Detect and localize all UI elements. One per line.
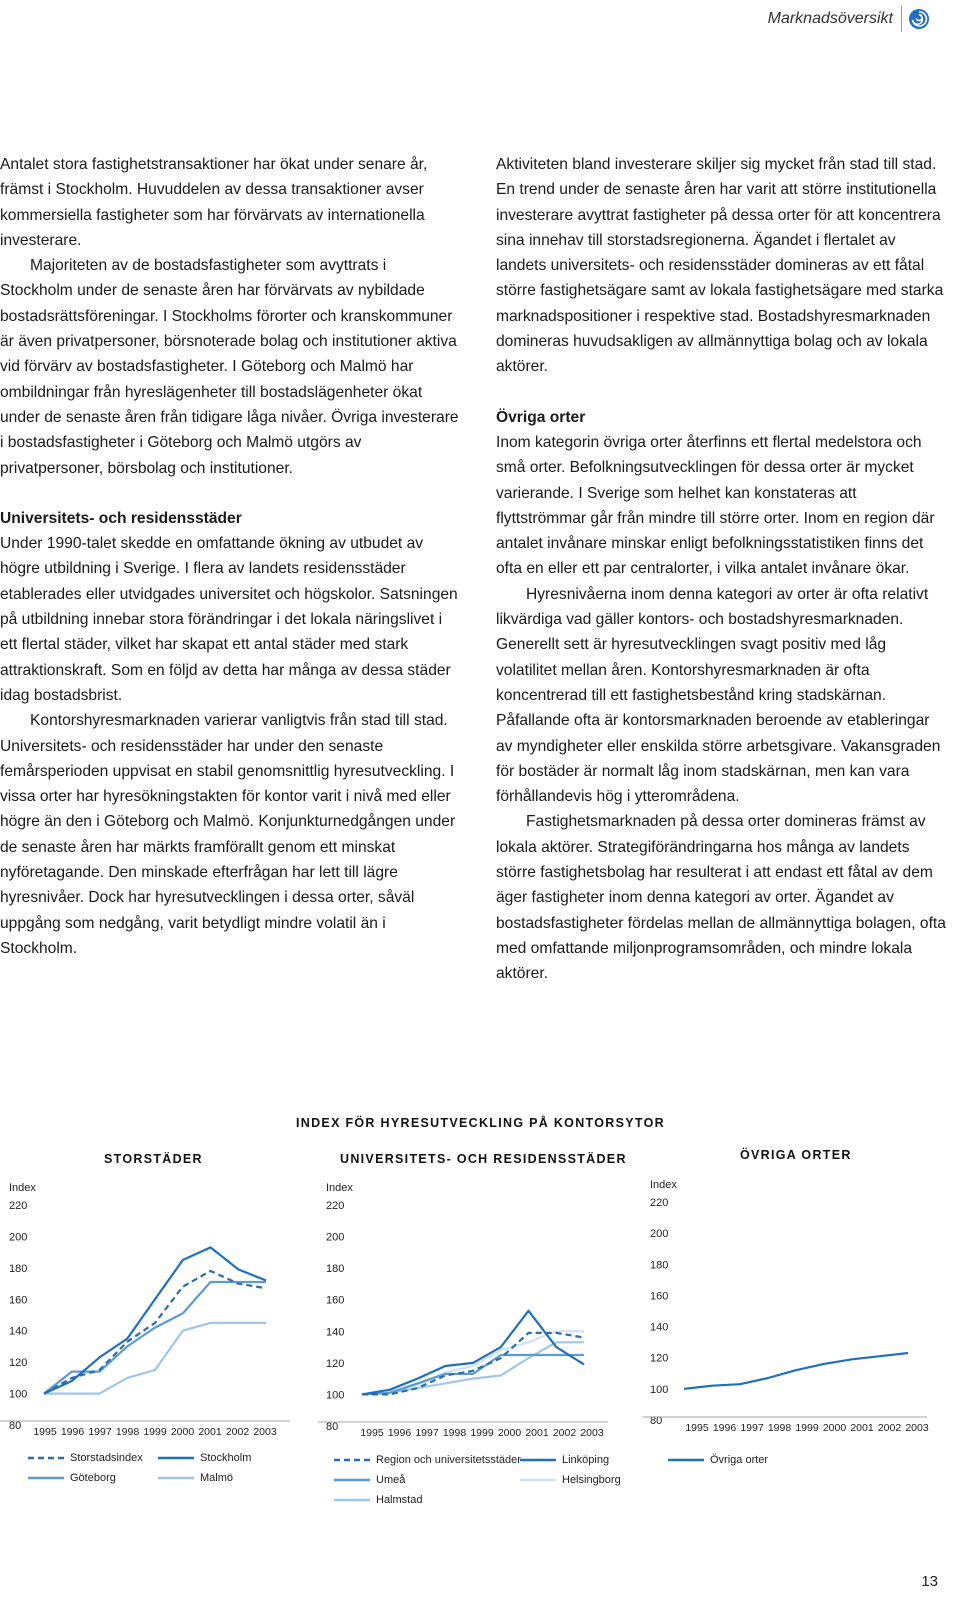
y-axis-label: Index: [326, 1182, 353, 1194]
y-tick-label: 100: [650, 1383, 669, 1396]
y-tick-label: 140: [650, 1321, 669, 1334]
x-tick-label: 2000: [170, 1426, 195, 1438]
y-tick-label: 180: [326, 1263, 345, 1276]
y-tick-label: 220: [9, 1200, 28, 1212]
x-tick-label: 1997: [88, 1426, 112, 1438]
x-tick-label: 1995: [33, 1426, 57, 1438]
chart-title-universitet: UNIVERSITETS- OCH RESIDENSSTÄDER: [340, 1152, 627, 1166]
x-tick-label: 2003: [580, 1427, 604, 1439]
x-tick-label: 1996: [712, 1422, 737, 1434]
chart-title-ovriga: ÖVRIGA ORTER: [740, 1148, 852, 1162]
y-tick-label: 220: [326, 1200, 345, 1212]
legend-label: Linköping: [562, 1454, 610, 1466]
y-axis-label: Index: [650, 1179, 677, 1191]
series-line-linköping: [362, 1311, 584, 1395]
section-title: Marknadsöversikt: [767, 10, 893, 27]
x-tick-label: 1998: [442, 1427, 467, 1439]
legend-item: [334, 1454, 521, 1466]
header-divider: [901, 6, 902, 32]
y-tick-label: 120: [9, 1357, 28, 1370]
y-tick-label: 180: [9, 1262, 28, 1275]
y-tick-label: 200: [9, 1231, 28, 1244]
x-tick-label: 2001: [198, 1426, 222, 1438]
x-tick-label: 1999: [470, 1427, 494, 1439]
y-tick-label: 80: [9, 1420, 22, 1432]
legend-label: Stockholm: [200, 1452, 252, 1464]
x-tick-label: 2003: [253, 1426, 277, 1438]
paragraph: Fastighetsmarknaden på dessa orter domineras främst av lokala aktörer. Strategiförändringarna hos många av landets större fastighetsbolag har resulterat i att endast ett fåtal av dem äger fastigheter inom denna kategori av orter. Ägandet av bostadsfastigheter fördelas mellan de allmännyttiga bolagen, ofta med omfattande miljonprogramsområden, och mindre lokala aktörer.: [496, 813, 946, 983]
y-tick-label: 80: [650, 1415, 663, 1427]
y-tick-label: 100: [9, 1388, 28, 1401]
swirl-logo-icon: [908, 8, 930, 30]
figure-title: INDEX FÖR HYRESUTVECKLING PÅ KONTORSYTOR: [296, 1116, 665, 1130]
legend-item: [28, 1472, 116, 1484]
legend-label: Halmstad: [376, 1494, 423, 1506]
legend-label: Övriga orter: [710, 1454, 769, 1466]
y-tick-label: 140: [326, 1326, 345, 1339]
y-tick-label: 140: [9, 1325, 28, 1338]
series-line-övriga-orter: [684, 1353, 908, 1389]
x-tick-label: 1995: [685, 1422, 709, 1434]
paragraph: Hyresnivåerna inom denna kategori av orter är ofta relativt likvärdiga vad gäller kontors- och bostadshyresmarknaden. Generellt sett är hyresutvecklingen svagt positiv med låg volatilitet mellan åren. Kontorshyresmarknaden är ofta koncentrerad till ett fastighetsbestånd kring stadskärnan. Påfallande ofta är kontorsmarknaden beroende av etableringar av myndigheter eller enskilda större arbetsgivare. Vakansgraden för bostäder är normalt låg inom stadskärnan, men kan vara förhållandevis hög i ytterområdena.: [496, 585, 941, 806]
x-tick-label: 1997: [415, 1427, 439, 1439]
x-tick-label: 1995: [360, 1427, 384, 1439]
chart-storstader: [0, 1180, 310, 1445]
paragraph: Majoriteten av de bostadsfastigheter som avyttrats i Stockholm under de senaste åren har förvärvats av nybildade bostadsrättsföreningar. I Stockholms förorter och kranskommuner är även privatpersoner, börsnoterade bolag och institutioner aktiva vid förvärv av bostadsfastigheter. I Göteborg och Malmö har ombildningar från hyreslägenheter till bostadslägenheter ökat under de senaste åren från tidigare låga nivåer. Övriga investerare i bostadsfastigheter i Göteborg och Malmö utgörs av privatpersoner, börsbolag och institutioner.: [0, 257, 459, 477]
y-tick-label: 180: [650, 1259, 669, 1272]
paragraph: Under 1990-talet skedde en omfattande ökning av utbudet av högre utbildning i Sverige. I flera av landets residensstäder etablerades eller utvidgades universitet och högskolor. Satsningen på utbildning innebar stora förändringar i det lokala näringslivet i ett flertal städer, vilket har skapat ett antal städer med stark attraktionskraft. Som en följd av detta har många av dessa städer idag bostadsbrist.: [0, 535, 458, 704]
legend-label: Region och universitetsstäder: [376, 1454, 521, 1466]
x-tick-label: 1997: [740, 1422, 764, 1434]
legend-label: Göteborg: [70, 1472, 116, 1484]
x-tick-label: 1998: [115, 1426, 140, 1438]
legend-item: [334, 1494, 422, 1506]
x-tick-label: 1998: [767, 1422, 792, 1434]
paragraph: Antalet stora fastighetstransaktioner har ökat under senare år, främst i Stockholm. Huvuddelen av dessa transaktioner avser kommersiella fastigheter som har förvärvats av internationella investerare.: [0, 156, 428, 249]
y-tick-label: 160: [650, 1290, 669, 1303]
page-number: 13: [921, 1573, 938, 1590]
x-tick-label: 2002: [877, 1422, 902, 1434]
paragraph: Aktiviteten bland investerare skiljer sig mycket från stad till stad. En trend under de senaste åren har varit att större institutionella investerare avyttrat fastigheter på dessa orter för att koncentrera sina innehav till storstadsregionerna. Ägandet i flertalet av landets universitets- och residensstäder domineras av ett fåtal större fastighetsägare samt av lokala fastighetsägare med starka marknadspositioner i respektive stad. Bostadshyresmarknaden domineras huvudsakligen av allmännyttiga bolag och av lokala aktörer.: [496, 156, 944, 376]
x-tick-label: 2003: [905, 1422, 929, 1434]
y-tick-label: 80: [326, 1421, 339, 1433]
y-tick-label: 160: [326, 1294, 345, 1307]
x-tick-label: 2001: [850, 1422, 874, 1434]
legend-label: Umeå: [376, 1474, 406, 1486]
x-tick-label: 1996: [60, 1426, 85, 1438]
x-tick-label: 2002: [552, 1427, 577, 1439]
legend-item: [520, 1454, 609, 1466]
left-column: [0, 152, 460, 961]
legend-item: [158, 1472, 233, 1484]
right-column: [496, 152, 946, 987]
legend-item: [334, 1474, 405, 1486]
legend-item: [668, 1454, 768, 1466]
legend-item: [28, 1452, 143, 1464]
chart-universitet: [318, 1180, 618, 1445]
paragraph: Inom kategorin övriga orter återfinns ett flertal medelstora och små orter. Befolkningsutvecklingen för dessa orter är mycket varierande. I Sverige som helhet kan konstateras att flyttströmmar går från mindre till större orter. Inom en region där antalet invånare minskar enligt befolkningsstatistiken finns det ofta en eller ett par centralorter, i vilka antalet invånare ökar.: [496, 433, 935, 578]
x-tick-label: 1999: [795, 1422, 819, 1434]
y-tick-label: 120: [326, 1357, 345, 1370]
y-tick-label: 220: [650, 1197, 669, 1209]
y-tick-label: 100: [326, 1389, 345, 1402]
legend-label: Malmö: [200, 1472, 234, 1484]
y-tick-label: 160: [9, 1294, 28, 1307]
x-tick-label: 1999: [143, 1426, 167, 1438]
x-tick-label: 2000: [497, 1427, 522, 1439]
x-tick-label: 2000: [822, 1422, 847, 1434]
x-tick-label: 2002: [225, 1426, 250, 1438]
legend-label: Storstadsindex: [70, 1452, 143, 1464]
section-heading: Universitets- och residensstäder: [0, 509, 242, 527]
x-tick-label: 1996: [387, 1427, 412, 1439]
y-tick-label: 200: [650, 1228, 669, 1241]
y-tick-label: 120: [650, 1352, 669, 1365]
y-tick-label: 200: [326, 1231, 345, 1244]
section-heading: Övriga orter: [496, 408, 586, 426]
x-tick-label: 2001: [525, 1427, 549, 1439]
paragraph: Kontorshyresmarknaden varierar vanligtvis från stad till stad. Universitets- och residensstäder har under den senaste femårsperioden uppvisat en stabil genomsnittlig hyresutveckling. I vissa orter har hyresökningstakten för kontor varit i nivå med eller högre än den i Göteborg och Malmö. Konjunkturnedgången under de senaste åren har märkts framförallt genom ett minskat nyföretagande. Den minskade efterfrågan har lett till lägre hyresnivåer. Dock har hyresutvecklingen i dessa orter, såväl uppgång som nedgång, varit betydligt mindre volatil än i Stockholm.: [0, 712, 456, 957]
page-header: [768, 6, 930, 32]
chart-ovriga: [642, 1176, 942, 1441]
y-axis-label: Index: [9, 1182, 36, 1194]
series-line-malmö: [44, 1323, 266, 1394]
legend-item: [520, 1474, 621, 1486]
legend-item: [158, 1452, 251, 1464]
chart-title-storstader: STORSTÄDER: [104, 1152, 203, 1166]
legend-label: Helsingborg: [562, 1474, 621, 1486]
